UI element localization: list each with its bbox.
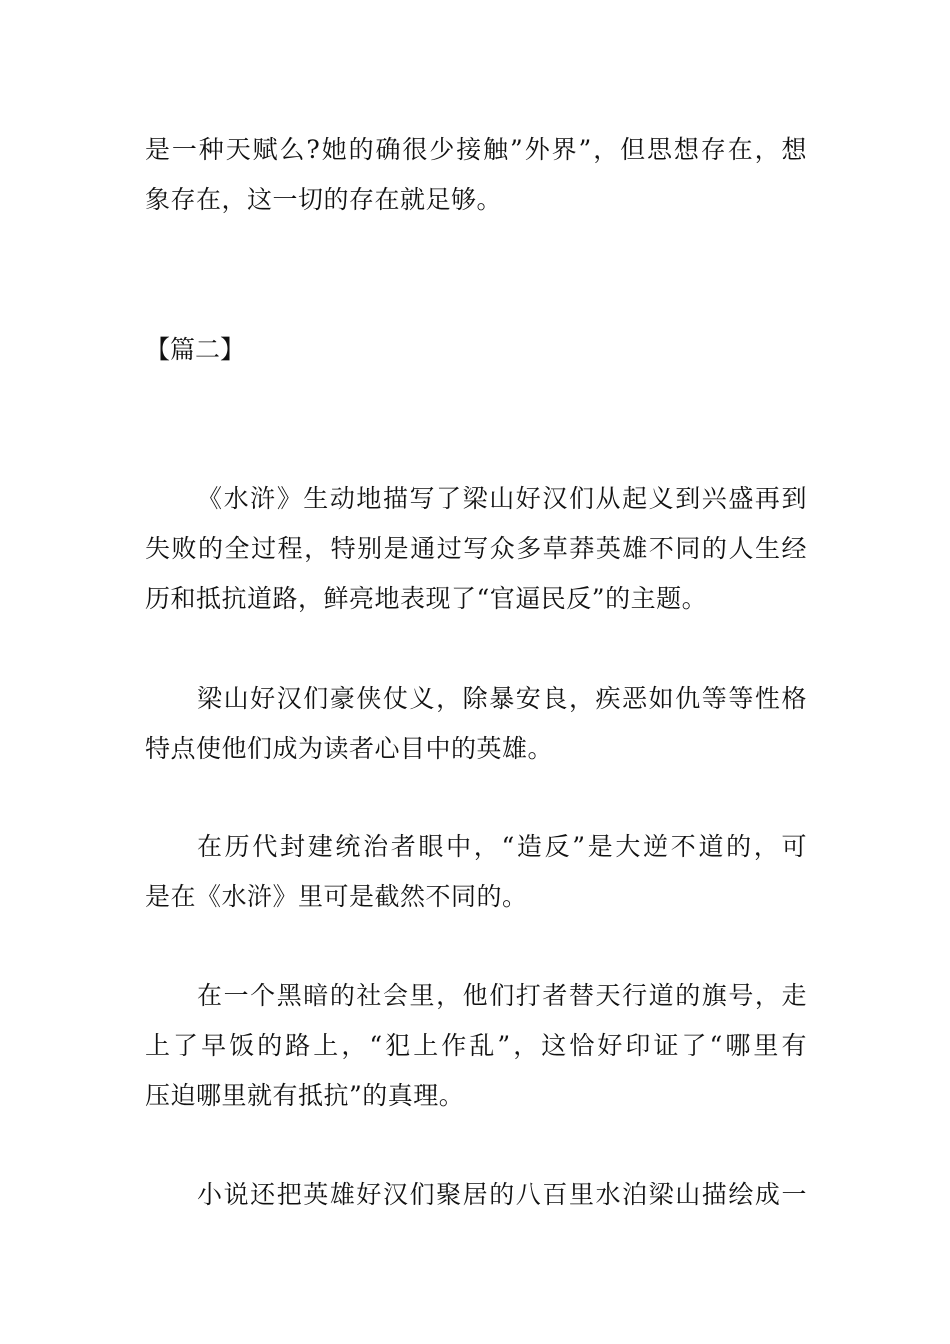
paragraph-2: [145, 674, 807, 774]
paragraph-line: 梁山好汉们豪侠仗义，除暴安良，疾恶如仇等等性格: [197, 684, 807, 713]
paragraph-line: 压迫哪里就有抵抗”的真理。: [145, 1081, 465, 1110]
section-heading: 【篇二】: [145, 335, 246, 364]
paragraph-line: 特点使他们成为读者心目中的英雄。: [145, 734, 554, 763]
paragraph-line: 历和抵抗道路，鲜亮地表现了“官逼民反”的主题。: [145, 584, 708, 613]
paragraph-line: 在历代封建统治者眼中，“造反”是大逆不道的，可: [197, 832, 807, 861]
paragraph-3: [145, 822, 807, 922]
paragraph-1: [145, 474, 807, 624]
paragraph-line: 《水浒》生动地描写了梁山好汉们从起义到兴盛再到: [197, 484, 807, 513]
paragraph-line: 是一种天赋么?她的确很少接触”外界”，但思想存在，想: [145, 135, 807, 164]
paragraph-4: [145, 971, 807, 1121]
paragraph-line: 在一个黑暗的社会里，他们打者替天行道的旗号，走: [197, 981, 807, 1010]
paragraph-line: 是在《水浒》里可是截然不同的。: [145, 882, 528, 911]
paragraph-5: [145, 1170, 807, 1220]
intro-paragraph: [145, 125, 807, 225]
paragraph-line: 失败的全过程，特别是通过写众多草莽英雄不同的人生经: [145, 534, 807, 563]
paragraph-line: 小说还把英雄好汉们聚居的八百里水泊梁山描绘成一: [197, 1180, 807, 1209]
paragraph-line: 象存在，这一切的存在就足够。: [145, 185, 503, 214]
paragraph-line: 上了早饭的路上，“犯上作乱”，这恰好印证了“哪里有: [145, 1031, 807, 1060]
